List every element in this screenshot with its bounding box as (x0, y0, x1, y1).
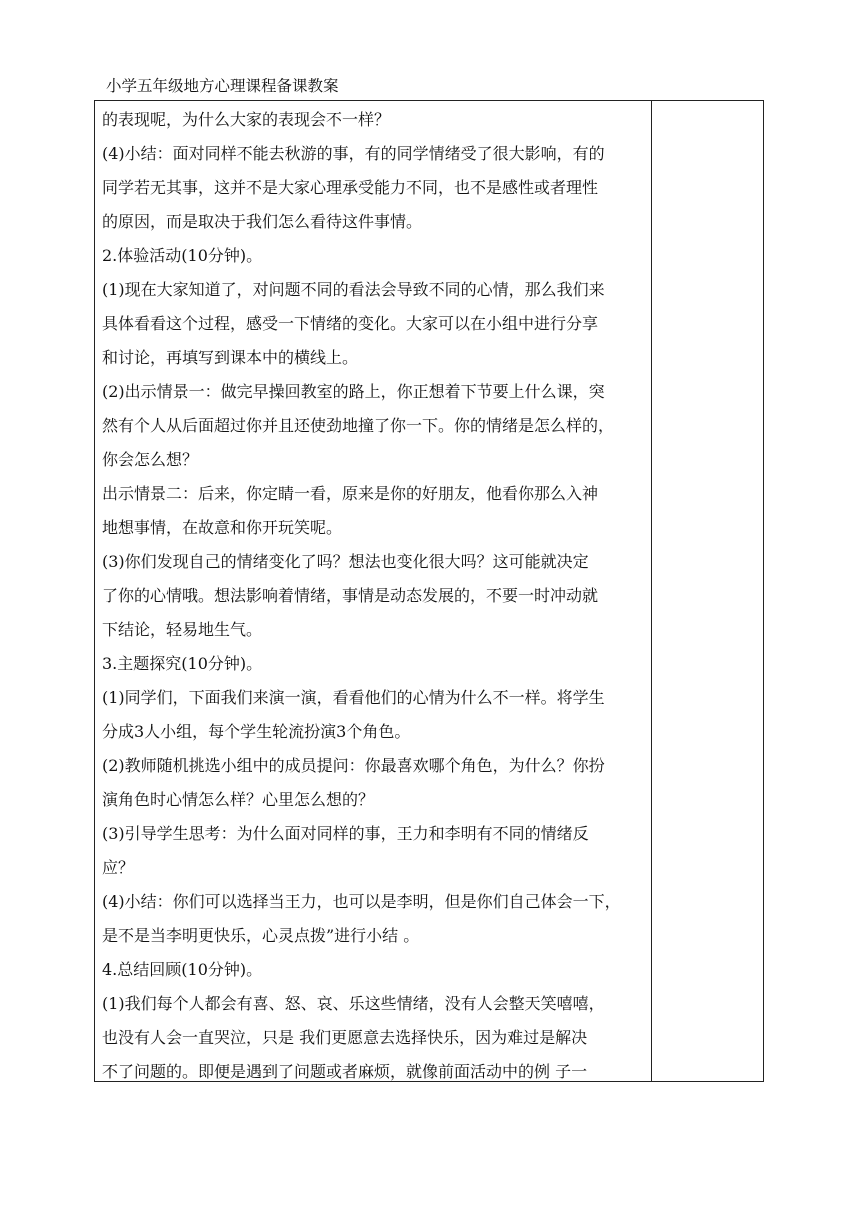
content-line: 和讨论，再填写到课本中的横线上。 (102, 348, 359, 367)
content-line: 不了问题的。即便是遇到了问题或者麻烦，就像前面活动中的例 子一 (102, 1062, 588, 1081)
content-line: 地想事情，在故意和你开玩笑呢。 (102, 518, 343, 537)
content-line: 分成3人小组，每个学生轮流扮演3个角色。 (102, 722, 411, 741)
content-line: 也没有人会一直哭泣，只是 我们更愿意去选择快乐，因为难过是解决 (102, 1028, 588, 1047)
notes-cell (652, 101, 763, 1081)
content-line: 出示情景二：后来，你定睛一看，原来是你的好朋友，他看你那么入神 (102, 484, 599, 503)
content-line: 应？ (102, 858, 135, 877)
content-line: (2)出示情景一：做完早操回教室的路上，你正想着下节要上什么课，突 (102, 382, 605, 401)
page-header-title: 小学五年级地方心理课程备课教案 (106, 77, 339, 95)
content-line: 同学若无其事，这并不是大家心理承受能力不同，也不是感性或者理性 (102, 178, 599, 197)
content-line: 演角色时心情怎么样？心里怎么想的？ (102, 790, 375, 809)
content-line: (4)小结：你们可以选择当王力，也可以是李明，但是你们自己体会一下， (102, 892, 621, 911)
content-line: (2)教师随机挑选小组中的成员提问：你最喜欢哪个角色，为什么？你扮 (102, 756, 605, 775)
content-line: (4)小结：面对同样不能去秋游的事，有的同学情绪受了很大影响，有的 (102, 144, 605, 163)
content-line: 的表现呢，为什么大家的表现会不一样？ (102, 110, 391, 129)
lesson-content-cell (102, 103, 649, 1081)
content-line: 了你的心情哦。想法影响着情绪，事情是动态发展的，不要一时冲动就 (102, 586, 599, 605)
content-line: (3)引导学生思考：为什么面对同样的事，王力和李明有不同的情绪反 (102, 824, 589, 843)
content-line: 具体看看这个过程，感受一下情绪的变化。大家可以在小组中进行分享 (102, 314, 599, 333)
content-line: 下结论，轻易地生气。 (102, 620, 263, 639)
content-line: (1)现在大家知道了，对问题不同的看法会导致不同的心情，那么我们来 (102, 280, 605, 299)
content-line: (3)你们发现自己的情绪变化了吗？想法也变化很大吗？这可能就决定 (102, 552, 589, 571)
content-line: 3.主题探究(10分钟)。 (102, 654, 263, 673)
content-line: 然有个人从后面超过你并且还使劲地撞了你一下。你的情绪是怎么样的， (102, 416, 615, 435)
content-line: (1)同学们，下面我们来演一演，看看他们的心情为什么不一样。将学生 (102, 688, 605, 707)
lesson-plan-table (94, 100, 764, 1082)
content-line: 是不是当李明更快乐，心灵点拨”进行小结 。 (102, 926, 420, 945)
content-line: 4.总结回顾(10分钟)。 (102, 960, 263, 979)
content-line: 2.体验活动(10分钟)。 (102, 246, 263, 265)
content-line: (1)我们每个人都会有喜、怒、哀、乐这些情绪，没有人会整天笑嘻嘻， (102, 994, 605, 1013)
content-line: 的原因，而是取决于我们怎么看待这件事情。 (102, 212, 423, 231)
content-line: 你会怎么想？ (102, 450, 199, 469)
